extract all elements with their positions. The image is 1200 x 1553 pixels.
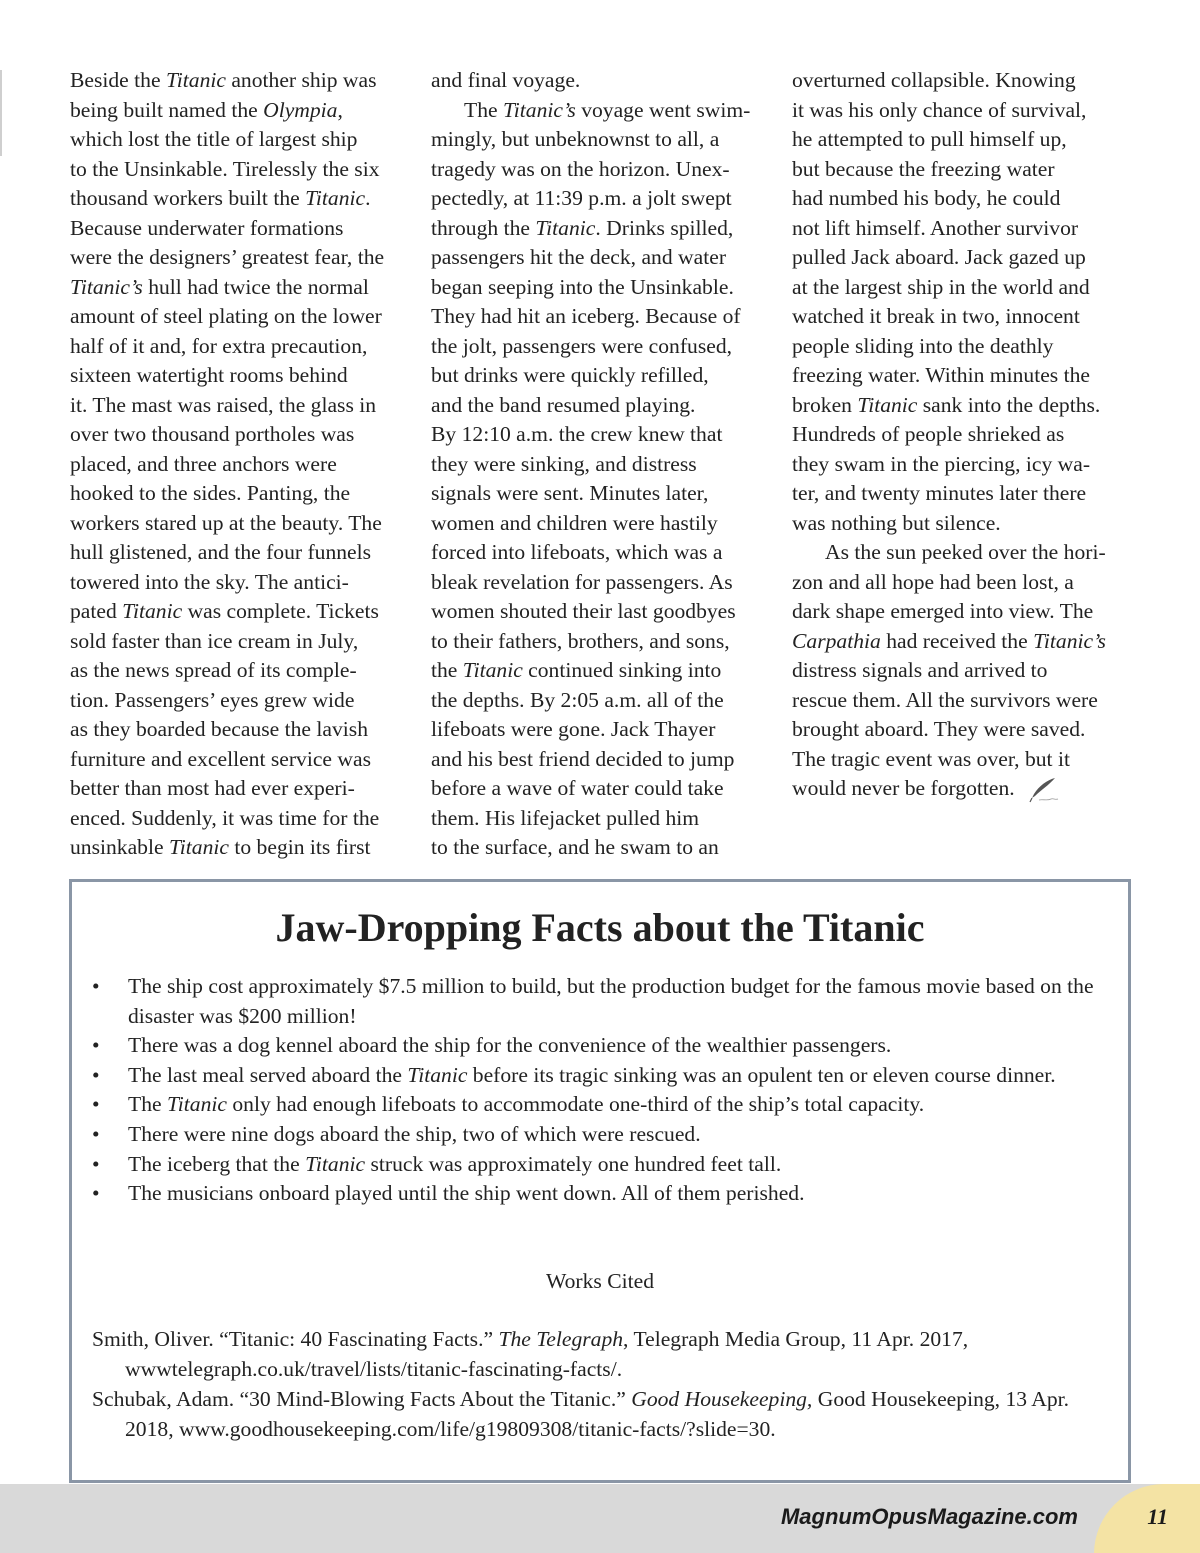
text-run: Hundreds of people shrieked as <box>792 422 1065 446</box>
text-run: over two thousand portholes was <box>70 422 355 446</box>
text-run: Titanic <box>305 186 366 210</box>
text-run: Titanic <box>165 68 226 92</box>
article-line <box>70 774 410 804</box>
article-line <box>70 420 410 450</box>
article-line <box>431 361 771 391</box>
article-line <box>431 125 771 155</box>
article-line <box>431 214 771 244</box>
article-line <box>792 96 1132 126</box>
text-run: overturned collapsible. Knowing <box>792 68 1076 92</box>
text-run: pectedly, at 11:39 p.m. a jolt swept <box>431 186 732 210</box>
text-run: tion. Passengers’ eyes grew wide <box>70 687 355 712</box>
text-run: at the largest ship in the world and <box>792 274 1090 299</box>
text-run: hull had twice the normal <box>142 274 369 299</box>
text-run: women and children were hastily <box>431 510 718 535</box>
article-line <box>70 155 410 185</box>
article-line <box>431 243 771 273</box>
text-run: were the designers’ greatest fear, the <box>70 245 385 269</box>
text-run: to their fathers, brothers, and sons, <box>431 628 730 653</box>
text-run: mingly, but unbeknownst to all, a <box>431 127 720 151</box>
facts-sidebar-box <box>69 879 1131 1483</box>
text-run: sold faster than ice cream in July, <box>70 628 359 653</box>
text-run: Titanic <box>462 658 523 682</box>
text-run: amount of steel plating on the lower <box>70 304 382 328</box>
text-run: The <box>128 1092 167 1117</box>
article-line <box>792 66 1132 96</box>
text-run: enced. Suddenly, it was time for the <box>70 805 380 830</box>
article-line <box>792 125 1132 155</box>
text-run: had received the <box>880 628 1034 653</box>
site-url-link[interactable]: MagnumOpusMagazine.com <box>780 1504 1078 1529</box>
fact-item <box>92 1090 1112 1120</box>
article-line <box>431 774 771 804</box>
article-line <box>792 479 1132 509</box>
text-run: and the band resumed playing. <box>431 392 696 417</box>
text-run: Titanic <box>168 835 229 859</box>
text-run: Titanic’s <box>1033 628 1106 653</box>
article-line <box>431 568 771 598</box>
text-run: distress signals and arrived to <box>792 658 1048 682</box>
text-run: Olympia <box>263 97 338 122</box>
article-line <box>70 125 410 155</box>
citations-list <box>92 1324 1122 1444</box>
text-run: hull glistened, and the four funnels <box>70 540 372 564</box>
article-line <box>792 538 1132 568</box>
text-run: and final voyage. <box>431 68 581 92</box>
text-run: continued sinking into <box>522 658 722 682</box>
quill-pen-icon <box>1025 777 1059 803</box>
text-run: as the news spread of its comple- <box>70 658 357 682</box>
article-line <box>70 686 410 716</box>
text-run: brought aboard. They were saved. <box>792 717 1086 741</box>
text-run: people sliding into the deathly <box>792 333 1054 358</box>
article-line <box>70 745 410 775</box>
text-run: was nothing but silence. <box>792 510 1001 535</box>
bullet-icon: • <box>92 1092 100 1117</box>
text-run: ter, and twenty minutes later there <box>792 481 1087 505</box>
text-run: The musicians onboard played until the ship went down. All of them perished. <box>128 1181 805 1206</box>
article-line <box>70 273 410 303</box>
text-run: not lift himself. Another survivor <box>792 215 1079 240</box>
text-run: broken <box>792 392 858 417</box>
article-line <box>70 214 410 244</box>
article-line <box>792 243 1132 273</box>
article-line <box>431 450 771 480</box>
text-run: better than most had ever experi- <box>70 776 355 800</box>
bullet-icon: • <box>92 1181 100 1206</box>
text-run: which lost the title of largest ship <box>70 127 358 151</box>
article-line <box>792 450 1132 480</box>
text-run: them. His lifejacket pulled him <box>431 805 700 830</box>
text-run: to the Unsinkable. Tirelessly the six <box>70 156 380 181</box>
article-line <box>70 332 410 362</box>
article-line <box>70 243 410 273</box>
text-run: They had hit an iceberg. Because of <box>431 304 741 328</box>
text-run: sank into the depths. <box>917 392 1101 417</box>
text-run: only had enough lifeboats to accommodate one-third of the ship’s total capacity. <box>226 1092 925 1117</box>
article-line <box>70 656 410 686</box>
article-line <box>792 332 1132 362</box>
article-line <box>431 597 771 627</box>
article-line <box>431 538 771 568</box>
text-run: and his best friend decided to jump <box>431 746 735 771</box>
article-line <box>792 568 1132 598</box>
text-run: it was his only chance of survival, <box>792 97 1087 122</box>
text-run: The iceberg that the <box>128 1151 306 1176</box>
text-run: Titanic <box>535 215 596 240</box>
text-run: half of it and, for extra precaution, <box>70 333 368 358</box>
text-run: unsinkable <box>70 835 169 859</box>
article-line <box>70 361 410 391</box>
text-run: it. The mast was raised, the glass in <box>70 392 377 417</box>
article-line <box>431 686 771 716</box>
text-run: Beside the <box>70 68 166 92</box>
text-run: Carpathia <box>792 628 881 653</box>
text-run: had numbed his body, he could <box>792 186 1061 210</box>
text-run: passengers hit the deck, and water <box>431 245 727 269</box>
article-line <box>431 479 771 509</box>
article-line <box>792 155 1132 185</box>
article-line <box>431 391 771 421</box>
fact-item <box>92 1031 1112 1061</box>
text-run: zon and all hope had been lost, a <box>792 569 1074 594</box>
page-footer <box>0 1484 1200 1553</box>
text-run: as they boarded because the lavish <box>70 717 369 741</box>
article-line <box>431 745 771 775</box>
citation-entry <box>92 1324 1122 1384</box>
text-run: another ship was <box>225 68 377 92</box>
text-run: workers stared up at the beauty. The <box>70 510 382 535</box>
text-run: rescue them. All the survivors were <box>792 687 1098 712</box>
article-line <box>70 184 410 214</box>
article-line <box>70 804 410 834</box>
text-run: , <box>337 97 343 122</box>
fact-item <box>92 1150 1112 1180</box>
text-run: The ship cost approximately $7.5 million to build, but the production budget for the famous movie based on the disaster was $200 million! <box>128 974 1094 1028</box>
article-line <box>792 184 1132 214</box>
text-run: struck was approximately one hundred feet tall. <box>365 1151 782 1176</box>
article-line <box>70 568 410 598</box>
text-run: but because the freezing water <box>792 156 1055 181</box>
text-run: The <box>464 97 503 122</box>
text-run: Titanic <box>407 1062 468 1087</box>
text-run: women shouted their last goodbyes <box>431 599 736 623</box>
article-line <box>70 538 410 568</box>
text-run: being built named the <box>70 97 264 122</box>
article-line <box>70 715 410 745</box>
text-run: hooked to the sides. Panting, the <box>70 481 351 505</box>
article-line <box>792 627 1132 657</box>
article-line <box>431 96 771 126</box>
page-number: 11 <box>1147 1504 1168 1529</box>
text-run: The Telegraph <box>498 1327 624 1351</box>
text-run: Titanic <box>122 599 183 623</box>
text-run: tragedy was on the horizon. Unex- <box>431 156 730 181</box>
text-run: signals were sent. Minutes later, <box>431 481 709 505</box>
text-run: There were nine dogs aboard the ship, two of which were rescued. <box>128 1121 701 1146</box>
article-line <box>431 509 771 539</box>
text-run: The tragic event was over, but it <box>792 746 1070 771</box>
article-column-2 <box>431 66 771 863</box>
article-line <box>792 273 1132 303</box>
text-run: Smith, Oliver. “Titanic: 40 Fascinating Facts.” <box>92 1327 499 1351</box>
article-line <box>792 302 1132 332</box>
text-run: the depths. By 2:05 a.m. all of the <box>431 687 724 712</box>
works-cited-heading: Works Cited <box>545 1269 655 1293</box>
text-run: Titanic’s <box>70 274 143 299</box>
page-edge-rule <box>0 70 2 156</box>
text-run: he attempted to pull himself up, <box>792 127 1067 151</box>
facts-list <box>92 972 1112 1209</box>
text-run: they were sinking, and distress <box>431 451 697 476</box>
article-line <box>792 420 1132 450</box>
text-run: Titanic’s <box>502 97 576 122</box>
bullet-icon: • <box>92 1121 100 1146</box>
text-run: placed, and three anchors were <box>70 451 337 476</box>
article-line <box>431 66 771 96</box>
article-line <box>431 332 771 362</box>
text-run: As the sun peeked over the hori- <box>825 540 1106 564</box>
article-line <box>792 656 1132 686</box>
text-run: they swam in the piercing, icy wa- <box>792 451 1091 476</box>
article-line <box>70 509 410 539</box>
text-run: The last meal served aboard the <box>128 1062 408 1087</box>
article-line <box>431 155 771 185</box>
text-run: would never be forgotten. <box>792 776 1015 800</box>
text-run: the jolt, passengers were confused, <box>431 333 733 358</box>
text-run: Because underwater formations <box>70 215 344 240</box>
text-run: freezing water. Within minutes the <box>792 363 1090 387</box>
text-run: furniture and excellent service was <box>70 746 371 771</box>
fact-item <box>92 972 1112 1031</box>
fact-item <box>92 1061 1112 1091</box>
article-line <box>792 391 1132 421</box>
article-line <box>792 774 1132 804</box>
text-run: was complete. Tickets <box>182 599 379 623</box>
text-run: bleak revelation for passengers. As <box>431 569 733 594</box>
article-line <box>70 479 410 509</box>
article-line <box>431 656 771 686</box>
bullet-icon: • <box>92 1062 100 1087</box>
article-line <box>792 214 1132 244</box>
text-run: , Telegraph Media Group, 11 Apr. 2017, wwwtelegraph.co.uk/travel/lists/titanic-fascinating-facts/. <box>125 1327 969 1381</box>
article-line <box>431 184 771 214</box>
article-line <box>431 273 771 303</box>
text-run: before its tragic sinking was an opulent ten or eleven course dinner. <box>467 1062 1056 1087</box>
text-run: lifeboats were gone. Jack Thayer <box>431 717 716 741</box>
text-run: Titanic <box>305 1151 366 1176</box>
text-run: thousand workers built the <box>70 186 306 210</box>
article-line <box>792 715 1132 745</box>
bullet-icon: • <box>92 974 100 998</box>
text-run: . Drinks spilled, <box>595 215 734 240</box>
bullet-icon: • <box>92 1033 100 1058</box>
text-run: watched it break in two, innocent <box>792 304 1080 328</box>
text-run: Good Housekeeping, 13 Apr. 2018, www.goodhousekeeping.com/life/g19809308/titanic-facts/?slide=30. <box>125 1387 1070 1441</box>
text-run: began seeping into the Unsinkable. <box>431 274 734 299</box>
text-run: before a wave of water could take <box>431 776 724 800</box>
text-run: but drinks were quickly refilled, <box>431 363 709 387</box>
article-line <box>431 302 771 332</box>
article-line <box>70 66 410 96</box>
text-run: There was a dog kennel aboard the ship for the convenience of the wealthier passengers. <box>128 1033 892 1058</box>
article-line <box>70 597 410 627</box>
text-run: forced into lifeboats, which was a <box>431 540 723 564</box>
article-line <box>70 391 410 421</box>
facts-title: Jaw-Dropping Facts about the Titanic <box>275 905 925 950</box>
bullet-icon: • <box>92 1151 100 1176</box>
fact-item <box>92 1179 1112 1209</box>
text-run: . <box>365 186 371 210</box>
citation-entry <box>92 1384 1122 1444</box>
article-line <box>792 509 1132 539</box>
text-run: Titanic <box>857 392 918 417</box>
article-line <box>70 96 410 126</box>
article-line <box>70 833 410 863</box>
article-line <box>431 804 771 834</box>
text-run: dark shape emerged into view. The <box>792 599 1094 623</box>
article-column-3 <box>792 66 1132 804</box>
article-line <box>70 627 410 657</box>
article-line <box>792 745 1132 775</box>
article-line <box>431 420 771 450</box>
text-run: through the <box>431 215 536 240</box>
text-run: voyage went swim- <box>575 97 751 122</box>
article-body <box>70 66 1132 866</box>
text-run: By 12:10 a.m. the crew knew that <box>431 422 723 446</box>
text-run: Titanic <box>166 1092 227 1117</box>
text-run: pated <box>70 599 123 623</box>
article-line <box>792 361 1132 391</box>
text-run: sixteen watertight rooms behind <box>70 363 348 387</box>
article-column-1 <box>70 66 410 863</box>
article-line <box>792 597 1132 627</box>
article-line <box>431 715 771 745</box>
text-run: to begin its first <box>228 835 371 859</box>
text-run: Good Housekeeping, <box>631 1387 813 1411</box>
fact-item <box>92 1120 1112 1150</box>
text-run: towered into the sky. The antici- <box>70 569 349 594</box>
article-line <box>70 450 410 480</box>
article-line <box>431 833 771 863</box>
article-line <box>792 686 1132 716</box>
article-line <box>70 302 410 332</box>
text-run: the <box>431 658 463 682</box>
article-line <box>431 627 771 657</box>
text-run: pulled Jack aboard. Jack gazed up <box>792 245 1086 269</box>
text-run: Schubak, Adam. “30 Mind-Blowing Facts About the Titanic.” <box>92 1387 632 1411</box>
text-run: to the surface, and he swam to an <box>431 835 719 859</box>
